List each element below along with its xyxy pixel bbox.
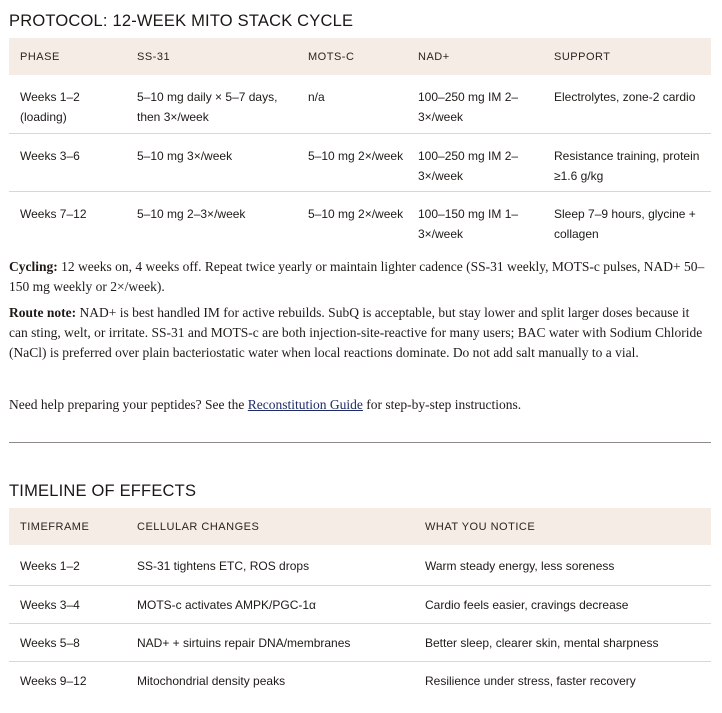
- cycling-note: [9, 257, 711, 297]
- timeline-header-row: [9, 508, 711, 545]
- notice-cell: Better sleep, clearer skin, mental sharpness: [425, 635, 659, 650]
- cellular-change-cell: MOTS-c activates AMPK/PGC-1α: [137, 597, 316, 612]
- table-row: [9, 75, 711, 133]
- help-text-before: Need help preparing your peptides? See the: [9, 397, 248, 412]
- timeline-title: TIMELINE OF EFFECTS: [9, 482, 197, 500]
- route-text: NAD+ is best handled IM for active rebuilds. SubQ is acceptable, but stay lower and split larger doses because it can sting, welt, or irritate. SS-31 and MOTS-c are both injection-site-reactive for many users; BAC water with Sodium Chloride (NaCl) is preferred over plain bacteriostatic water when local reactions dominate. Do not add salt manually to a vial.: [9, 305, 703, 360]
- protocol-header-row: [9, 38, 711, 75]
- ss31-cell: 5–10 mg 3×/week: [137, 148, 233, 163]
- timeframe-cell: Weeks 9–12: [20, 673, 87, 688]
- support-cell: Resistance training, protein ≥1.6 g/kg: [554, 148, 700, 183]
- protocol-title: PROTOCOL: 12-WEEK MITO STACK CYCLE: [9, 12, 354, 30]
- reconstitution-guide-link[interactable]: Reconstitution Guide: [247, 397, 363, 412]
- nad-cell: 100–250 mg IM 2–3×/week: [418, 90, 519, 124]
- phase-cell: Weeks 3–6: [20, 148, 80, 163]
- column-header-timeframe: TIMEFRAME: [9, 508, 126, 545]
- column-header-mots-c: MOTS-C: [297, 38, 407, 75]
- column-header-cellular-changes: CELLULAR CHANGES: [126, 508, 414, 545]
- cycling-text: 12 weeks on, 4 weeks off. Repeat twice yearly or maintain lighter cadence (SS-31 weekly, MOTS-c pulses, NAD+ 50–150 mg weekly or 2×/week).: [9, 259, 705, 294]
- route-note: [9, 303, 711, 363]
- column-header-phase: PHASE: [9, 38, 126, 75]
- table-row: [9, 623, 711, 661]
- cellular-change-cell: SS-31 tightens ETC, ROS drops: [137, 559, 310, 573]
- timeline-table: [9, 508, 711, 699]
- timeframe-cell: Weeks 3–4: [20, 597, 80, 612]
- support-cell: Electrolytes, zone-2 cardio: [554, 90, 696, 104]
- table-row: [9, 191, 711, 249]
- column-header-ss31: SS-31: [126, 38, 297, 75]
- notice-cell: Resilience under stress, faster recovery: [425, 673, 636, 688]
- timeframe-cell: Weeks 5–8: [20, 635, 80, 650]
- table-row: [9, 585, 711, 623]
- ss31-cell: 5–10 mg 2–3×/week: [137, 206, 246, 221]
- ss31-cell: 5–10 mg daily × 5–7 days, then 3×/week: [137, 90, 278, 124]
- cycling-label: Cycling:: [9, 259, 58, 274]
- table-row: [9, 545, 711, 585]
- notice-cell: Warm steady energy, less soreness: [425, 559, 615, 573]
- cellular-change-cell: NAD+ + sirtuins repair DNA/membranes: [137, 635, 351, 650]
- phase-cell: Weeks 1–2 (loading): [20, 90, 80, 124]
- column-header-support: SUPPORT: [543, 38, 711, 75]
- mots-c-cell: 5–10 mg 2×/week: [308, 206, 404, 221]
- nad-cell: 100–250 mg IM 2–3×/week: [418, 148, 519, 183]
- section-divider: [9, 442, 711, 443]
- help-text-after: for step-by-step instructions.: [362, 397, 522, 412]
- column-header-nad: NAD+: [407, 38, 543, 75]
- table-row: [9, 661, 711, 699]
- protocol-table: [9, 38, 711, 249]
- nad-cell: 100–150 mg IM 1–3×/week: [418, 206, 519, 241]
- route-label: Route note:: [9, 305, 77, 320]
- table-row: [9, 133, 711, 191]
- support-cell: Sleep 7–9 hours, glycine + collagen: [554, 206, 696, 241]
- notice-cell: Cardio feels easier, cravings decrease: [425, 597, 629, 612]
- column-header-what-you-notice: WHAT YOU NOTICE: [414, 508, 711, 545]
- help-note: [9, 395, 711, 415]
- cellular-change-cell: Mitochondrial density peaks: [137, 673, 286, 688]
- mots-c-cell: n/a: [308, 90, 325, 104]
- phase-cell: Weeks 7–12: [20, 206, 87, 221]
- mots-c-cell: 5–10 mg 2×/week: [308, 148, 404, 163]
- timeframe-cell: Weeks 1–2: [20, 559, 80, 573]
